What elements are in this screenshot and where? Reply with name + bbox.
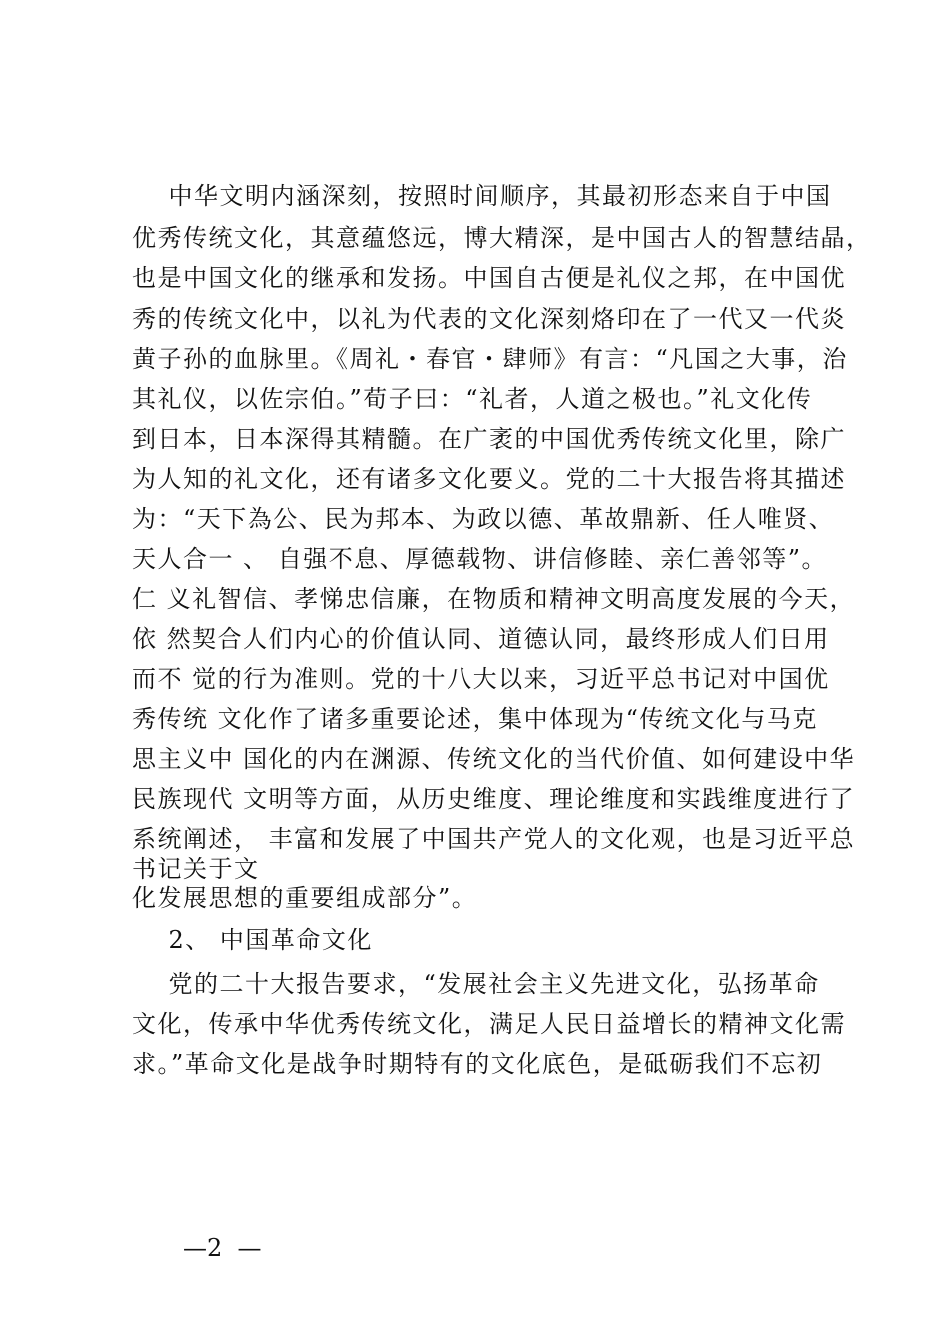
body-text-line: 其礼仪，以佐宗伯。”荀子曰：“礼者，人道之极也。”礼文化传	[132, 385, 813, 413]
body-text-line: 到日本，日本深得其精髓。在广袤的中国优秀传统文化里，除广	[132, 425, 846, 453]
body-text-line: 为：“天下為公、民为邦本、为政以德、革故鼎新、任人唯贤、	[132, 505, 835, 533]
page-number: —2 —	[183, 1234, 262, 1262]
body-text-line: 为人知的礼文化，还有诸多文化要义。党的二十大报告将其描述	[132, 465, 846, 493]
body-text-line: 仁 义礼智信、孝悌忠信廉，在物质和精神文明高度发展的今天，	[132, 585, 856, 613]
body-text-line: 依 然契合人们内心的价值认同、道德认同，最终形成人们日用	[132, 625, 830, 653]
body-text-line: 也是中国文化的继承和发扬。中国自古便是礼仪之邦，在中国优	[132, 264, 846, 292]
body-text-line: 化发展思想的重要组成部分”。	[132, 884, 478, 912]
body-text-line: 求。”革命文化是战争时期特有的文化底色，是砥砺我们不忘初	[132, 1050, 823, 1078]
body-text-line: 黄子孙的血脉里。《周礼・春官・肆师》有言：“凡国之大事，治	[132, 345, 848, 373]
section-heading: 2、 中国革命文化	[132, 926, 373, 954]
body-text-line: 优秀传统文化，其意蕴悠远，博大精深，是中国古人的智慧结晶，	[132, 224, 872, 252]
body-text-line: 而不 觉的行为准则。党的十八大以来，习近平总书记对中国优	[132, 665, 830, 693]
body-text-line: 党的二十大报告要求，“发展社会主义先进文化，弘扬革命	[132, 970, 820, 998]
body-text-line: 秀的传统文化中，以礼为代表的文化深刻烙印在了一代又一代炎	[132, 305, 846, 333]
body-text-line: 秀传统 文化作了诸多重要论述，集中体现为“传统文化与马克	[132, 705, 818, 733]
body-text-line: 思主义中 国化的内在渊源、传统文化的当代价值、如何建设中华	[132, 745, 856, 773]
body-text-line: 系统阐述， 丰富和发展了中国共产党人的文化观，也是习近平总	[132, 825, 856, 853]
body-text-line: 民族现代 文明等方面，从历史维度、理论维度和实践维度进行了	[132, 785, 856, 813]
body-text-line: 天人合一 、 自强不息、厚德载物、讲信修睦、亲仁善邻等”。	[132, 545, 828, 573]
body-text-line: 中华文明内涵深刻，按照时间顺序，其最初形态来自于中国	[132, 182, 832, 210]
body-text-line: 文化，传承中华优秀传统文化，满足人民日益增长的精神文化需	[132, 1010, 846, 1038]
body-text-line: 书记关于文	[132, 855, 260, 883]
